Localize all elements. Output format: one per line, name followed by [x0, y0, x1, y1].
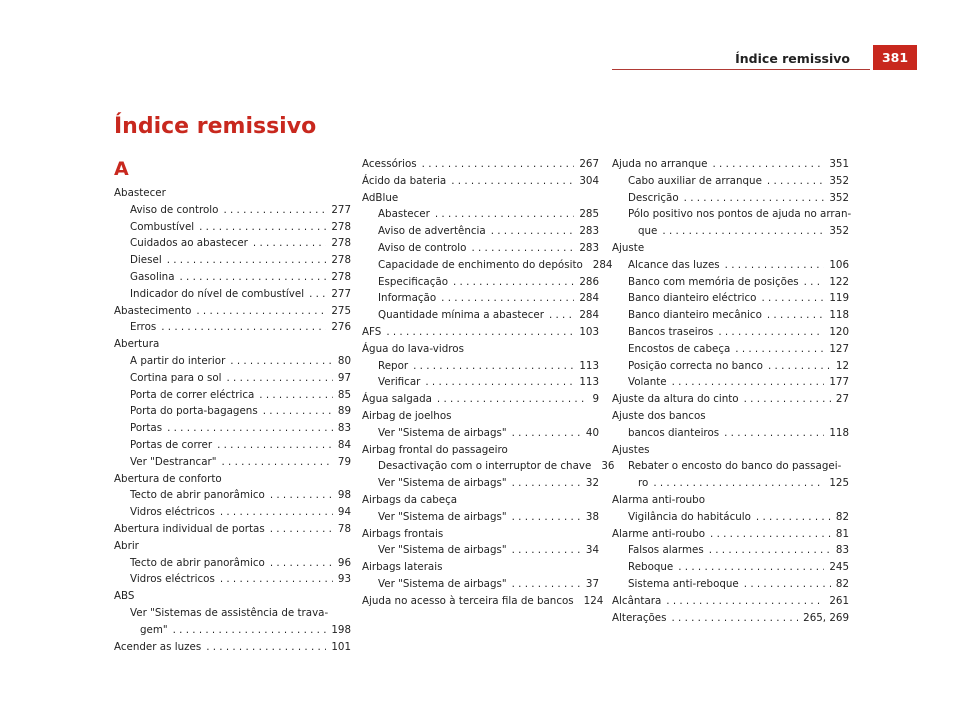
- entry-term: Água salgada: [362, 393, 432, 406]
- page-reference: 278: [331, 270, 351, 283]
- index-subentry: [114, 235, 351, 252]
- entry-term: Cuidados ao abastecer: [130, 237, 248, 250]
- entry-term: Vigilância do habitáculo: [628, 510, 751, 523]
- page-reference: 276: [331, 321, 351, 334]
- index-subentry: [114, 571, 351, 588]
- page-reference: 103: [579, 325, 599, 338]
- page-title: Índice remissivo: [114, 114, 317, 139]
- entry-term: Banco dianteiro eléctrico: [628, 292, 757, 305]
- entry-term: ABS: [114, 590, 135, 603]
- page-reference: 118: [829, 309, 849, 322]
- index-entry: [362, 526, 599, 543]
- index-subentry: [612, 425, 849, 442]
- entry-term: Vidros eléctricos: [130, 573, 215, 586]
- page-reference: 283: [579, 241, 599, 254]
- index-subentry: [362, 206, 599, 223]
- dot-leader: [512, 509, 581, 526]
- index-subentry: [612, 173, 849, 190]
- entry-term: Airbags da cabeça: [362, 493, 458, 506]
- index-entry: [362, 559, 599, 576]
- dot-leader: [220, 571, 333, 588]
- dot-leader: [712, 156, 824, 173]
- index-subentry: [114, 454, 351, 471]
- entry-term: A partir do interior: [130, 354, 226, 367]
- index-subentry: [612, 341, 849, 358]
- entry-term: que: [638, 225, 658, 238]
- dot-leader: [653, 475, 824, 492]
- entry-term: Capacidade de enchimento do depósito: [378, 258, 583, 271]
- page-reference: 96: [337, 556, 351, 569]
- page-reference: 304: [579, 174, 599, 187]
- entry-term: Cabo auxiliar de arranque: [628, 174, 762, 187]
- dot-leader: [196, 303, 326, 320]
- entry-term: Abrir: [114, 539, 139, 552]
- index-subentry: [114, 420, 351, 437]
- page-reference: 34: [585, 544, 599, 557]
- page-reference: 352: [829, 225, 849, 238]
- page-reference: 265, 269: [803, 611, 849, 624]
- page-reference: 278: [331, 254, 351, 267]
- section-letter: A: [114, 158, 129, 180]
- entry-term: Ajuda no arranque: [612, 158, 708, 170]
- entry-term: Vidros eléctricos: [130, 506, 215, 519]
- dot-leader: [471, 240, 574, 257]
- dot-leader: [767, 173, 824, 190]
- entry-term: Alterações: [612, 611, 667, 624]
- entry-term: ro: [638, 477, 649, 490]
- entry-term: Informação: [378, 292, 437, 305]
- entry-term: Aviso de controlo: [378, 241, 467, 254]
- index-entry: [114, 471, 351, 488]
- index-column-1: [114, 185, 351, 655]
- entry-term: Sistema anti-reboque: [628, 577, 739, 590]
- index-entry: [612, 408, 849, 425]
- page-reference: 286: [579, 275, 599, 288]
- entry-term: Ver "Destrancar": [130, 455, 217, 468]
- index-subentry: [362, 475, 599, 492]
- entry-term: Abertura de conforto: [114, 472, 222, 485]
- entry-term: Ajuste da altura do cinto: [612, 393, 739, 406]
- index-entry: [612, 492, 849, 509]
- entry-term: Ver "Sistema de airbags": [378, 544, 507, 557]
- dot-leader: [678, 559, 824, 576]
- index-subentry: [362, 542, 599, 559]
- entry-term: Ajuste: [612, 241, 645, 254]
- index-entry: [362, 173, 599, 190]
- dot-leader: [451, 173, 574, 190]
- dot-leader: [413, 358, 574, 375]
- dot-leader: [671, 610, 798, 627]
- page-reference: 27: [835, 393, 849, 406]
- dot-leader: [491, 223, 575, 240]
- entry-term: Ácido da bateria: [362, 174, 447, 187]
- page-reference: 84: [337, 438, 351, 451]
- dot-leader: [744, 576, 831, 593]
- index-subentry: [114, 555, 351, 572]
- entry-term: Volante: [628, 376, 667, 389]
- index-subentry: [612, 542, 849, 559]
- entry-term: AdBlue: [362, 191, 399, 204]
- dot-leader: [217, 437, 333, 454]
- index-subentry: [362, 274, 599, 291]
- index-column-2: [362, 156, 615, 610]
- entry-term: Abastecer: [378, 208, 430, 221]
- page-reference: 78: [337, 522, 351, 535]
- page-reference: 277: [331, 203, 351, 216]
- index-entry: [612, 240, 849, 257]
- entry-term: Verificar: [378, 376, 421, 389]
- page-reference: 177: [829, 376, 849, 389]
- index-subentry: [362, 240, 599, 257]
- index-subentry: [362, 576, 599, 593]
- index-subentry: [612, 374, 849, 391]
- page-reference: 93: [337, 573, 351, 586]
- dot-leader: [386, 324, 574, 341]
- page-reference: 284: [579, 309, 599, 322]
- dot-leader: [167, 420, 333, 437]
- entry-term: Airbags laterais: [362, 561, 443, 574]
- entry-term: Especificação: [378, 275, 448, 288]
- dot-leader: [761, 290, 824, 307]
- dot-leader: [270, 487, 333, 504]
- page-reference: 120: [829, 325, 849, 338]
- running-header-title: Índice remissivo: [735, 51, 850, 66]
- entry-term: Acessórios: [362, 158, 417, 170]
- index-subentry: [612, 458, 849, 492]
- entry-term: Porta de correr eléctrica: [130, 388, 255, 401]
- index-entry: [362, 408, 599, 425]
- dot-leader: [253, 235, 326, 252]
- dot-leader: [161, 319, 326, 336]
- page-reference: 36: [601, 460, 615, 473]
- index-entry: [362, 156, 599, 173]
- entry-term: Ajuste dos bancos: [612, 409, 706, 422]
- dot-leader: [437, 391, 588, 408]
- page-reference: 113: [579, 376, 599, 389]
- page-reference: 124: [583, 594, 604, 607]
- entry-term: Ver "Sistema de airbags": [378, 577, 507, 590]
- index-subentry: [612, 190, 849, 207]
- entry-term: Quantidade mínima a abastecer: [378, 309, 544, 322]
- page-reference: 198: [331, 623, 351, 636]
- dot-leader: [672, 374, 825, 391]
- entry-term: Cortina para o sol: [130, 371, 222, 384]
- entry-term: Abertura individual de portas: [114, 522, 265, 535]
- dot-leader: [804, 274, 825, 291]
- entry-term: Abastecimento: [114, 304, 192, 317]
- page-reference: 80: [337, 354, 351, 367]
- index-entry: [612, 610, 849, 627]
- index-subentry: [362, 307, 599, 324]
- index-entry: [114, 588, 351, 605]
- dot-leader: [263, 403, 333, 420]
- page-reference: 267: [579, 158, 599, 170]
- page-reference: 119: [829, 292, 849, 305]
- entry-term: Alarme anti-roubo: [612, 527, 706, 540]
- entry-term: Bancos traseiros: [628, 325, 714, 338]
- page-reference: 113: [579, 359, 599, 372]
- entry-term: Erros: [130, 321, 157, 334]
- dot-leader: [222, 454, 333, 471]
- page-reference: 275: [331, 304, 351, 317]
- index-subentry: [612, 206, 852, 240]
- index-subentry: [362, 290, 599, 307]
- index-entry: [362, 391, 599, 408]
- page-reference: 283: [579, 225, 599, 238]
- entry-term: Ver "Sistema de airbags": [378, 510, 507, 523]
- index-subentry: [612, 307, 849, 324]
- dot-leader: [199, 219, 326, 236]
- page-reference: 261: [829, 594, 849, 607]
- index-subentry: [362, 257, 613, 274]
- index-subentry: [114, 353, 351, 370]
- entry-term: Airbags frontais: [362, 527, 444, 540]
- page-reference: 97: [337, 371, 351, 384]
- index-subentry: [362, 223, 599, 240]
- page-reference: 106: [829, 258, 849, 271]
- entry-term: Ver "Sistemas de assistência de trava-: [130, 606, 329, 619]
- entry-term: Abastecer: [114, 187, 166, 199]
- index-subentry: [114, 219, 351, 236]
- dot-leader: [512, 425, 581, 442]
- entry-term: Ajustes: [612, 443, 650, 456]
- dot-leader: [223, 202, 326, 219]
- index-subentry: [362, 374, 599, 391]
- dot-leader: [718, 324, 824, 341]
- index-subentry: [114, 605, 351, 639]
- index-subentry: [114, 487, 351, 504]
- index-entry: [114, 538, 351, 555]
- dot-leader: [270, 521, 333, 538]
- entry-term: Tecto de abrir panorâmico: [130, 489, 265, 502]
- entry-term: Banco com memória de posições: [628, 275, 799, 288]
- page-reference: 284: [579, 292, 599, 305]
- index-subentry: [362, 458, 615, 475]
- page-reference: 82: [835, 577, 849, 590]
- entry-term: Aviso de advertência: [378, 225, 486, 238]
- dot-leader: [512, 576, 581, 593]
- entry-term: Pólo positivo nos pontos de ajuda no arran-: [628, 208, 852, 221]
- entry-term: Banco dianteiro mecânico: [628, 309, 762, 322]
- index-entry: [362, 442, 599, 459]
- dot-leader: [724, 425, 824, 442]
- page-reference: 79: [337, 455, 351, 468]
- page-reference: 83: [337, 422, 351, 435]
- index-subentry: [114, 387, 351, 404]
- entry-term: Indicador do nível de combustível: [130, 287, 305, 300]
- page-reference: 352: [829, 174, 849, 187]
- dot-leader: [549, 307, 574, 324]
- entry-term: Alcântara: [612, 594, 662, 607]
- dot-leader: [180, 269, 327, 286]
- page-reference: 278: [331, 220, 351, 233]
- page-reference: 94: [337, 506, 351, 519]
- entry-term: Ajuda no acesso à terceira fila de bancos: [362, 594, 574, 607]
- index-subentry: [612, 576, 849, 593]
- dot-leader: [425, 374, 574, 391]
- index-subentry: [612, 290, 849, 307]
- index-entry: [612, 526, 849, 543]
- page-reference: 82: [835, 510, 849, 523]
- index-entry: [612, 156, 849, 173]
- index-entry: [362, 190, 599, 207]
- entry-term: Alcance das luzes: [628, 258, 720, 271]
- page-reference: 12: [835, 359, 849, 372]
- entry-term: Acender as luzes: [114, 640, 202, 653]
- entry-term: Combustível: [130, 220, 195, 233]
- page-reference: 122: [829, 275, 849, 288]
- index-subentry: [114, 504, 351, 521]
- index-subentry: [114, 370, 351, 387]
- index-subentry: [114, 202, 351, 219]
- entry-term: Diesel: [130, 254, 162, 267]
- dot-leader: [512, 542, 581, 559]
- index-subentry: [612, 274, 849, 291]
- page-reference: 83: [835, 544, 849, 557]
- dot-leader: [441, 290, 574, 307]
- entry-term: Posição correcta no banco: [628, 359, 763, 372]
- page-reference: 278: [331, 237, 351, 250]
- page-reference: 285: [579, 208, 599, 221]
- entry-term: Airbag frontal do passageiro: [362, 443, 508, 456]
- entry-term: Desactivação com o interruptor de chave: [378, 460, 592, 473]
- index-entry: [114, 639, 351, 656]
- page-reference: 37: [585, 577, 599, 590]
- index-entry: [114, 303, 351, 320]
- index-subentry: [114, 252, 351, 269]
- page-number-badge: 381: [873, 45, 917, 70]
- dot-leader: [684, 190, 825, 207]
- index-entry: [114, 521, 351, 538]
- dot-leader: [422, 156, 575, 173]
- entry-term: Repor: [378, 359, 409, 372]
- page-reference: 40: [585, 426, 599, 439]
- entry-term: Ver "Sistema de airbags": [378, 477, 507, 490]
- page-reference: 277: [331, 287, 351, 300]
- dot-leader: [230, 353, 333, 370]
- index-entry: [362, 593, 604, 610]
- index-entry: [114, 185, 351, 202]
- index-subentry: [114, 403, 351, 420]
- index-subentry: [114, 437, 351, 454]
- dot-leader: [167, 252, 327, 269]
- dot-leader: [220, 504, 333, 521]
- index-entry: [612, 442, 849, 459]
- entry-term: AFS: [362, 325, 382, 338]
- entry-term: Portas: [130, 422, 163, 435]
- index-subentry: [362, 358, 599, 375]
- dot-leader: [512, 475, 581, 492]
- header-rule: [612, 69, 870, 70]
- index-subentry: [612, 358, 849, 375]
- dot-leader: [666, 593, 824, 610]
- page-reference: 127: [829, 342, 849, 355]
- page-reference: 245: [829, 561, 849, 574]
- page-reference: 284: [592, 258, 613, 271]
- entry-term: Encostos de cabeça: [628, 342, 731, 355]
- dot-leader: [767, 307, 824, 324]
- dot-leader: [756, 509, 831, 526]
- index-subentry: [114, 286, 351, 303]
- index-entry: [114, 336, 351, 353]
- entry-term: Abertura: [114, 338, 160, 351]
- index-subentry: [612, 509, 849, 526]
- index-entry: [612, 391, 849, 408]
- dot-leader: [662, 223, 824, 240]
- index-subentry: [362, 509, 599, 526]
- entry-term: Porta do porta-bagagens: [130, 405, 258, 418]
- entry-term: Rebater o encosto do banco do passagei-: [628, 460, 842, 473]
- dot-leader: [173, 622, 327, 639]
- index-column-3: [612, 156, 852, 626]
- entry-term: Alarma anti-roubo: [612, 493, 705, 506]
- dot-leader: [735, 341, 824, 358]
- entry-term: Portas de correr: [130, 438, 213, 451]
- dot-leader: [270, 555, 333, 572]
- dot-leader: [768, 358, 831, 375]
- page-reference: 38: [585, 510, 599, 523]
- dot-leader: [710, 526, 831, 543]
- entry-term: bancos dianteiros: [628, 426, 720, 439]
- page-reference: 101: [331, 640, 351, 653]
- entry-term: Gasolina: [130, 270, 175, 283]
- index-entry: [612, 593, 849, 610]
- dot-leader: [744, 391, 831, 408]
- page-reference: 98: [337, 489, 351, 502]
- page-reference: 118: [829, 426, 849, 439]
- dot-leader: [259, 387, 333, 404]
- index-subentry: [114, 319, 351, 336]
- entry-term: Reboque: [628, 561, 674, 574]
- entry-term: gem": [140, 623, 168, 636]
- entry-term: Tecto de abrir panorâmico: [130, 556, 265, 569]
- dot-leader: [709, 542, 831, 559]
- page-reference: 125: [829, 477, 849, 490]
- index-subentry: [612, 559, 849, 576]
- index-subentry: [114, 269, 351, 286]
- dot-leader: [453, 274, 574, 291]
- entry-term: Aviso de controlo: [130, 203, 219, 216]
- dot-leader: [206, 639, 326, 656]
- page-reference: 32: [585, 477, 599, 490]
- index-subentry: [612, 324, 849, 341]
- page-reference: 9: [592, 393, 599, 406]
- entry-term: Ver "Sistema de airbags": [378, 426, 507, 439]
- dot-leader: [309, 286, 326, 303]
- entry-term: Água do lava-vidros: [362, 342, 464, 355]
- page-reference: 351: [829, 158, 849, 170]
- dot-leader: [435, 206, 574, 223]
- index-entry: [362, 341, 599, 358]
- dot-leader: [227, 370, 333, 387]
- index-entry: [362, 492, 599, 509]
- page-reference: 85: [337, 388, 351, 401]
- page-reference: 89: [337, 405, 351, 418]
- dot-leader: [725, 257, 825, 274]
- page-reference: 352: [829, 191, 849, 204]
- page-reference: 81: [835, 527, 849, 540]
- index-entry: [362, 324, 599, 341]
- entry-term: Airbag de joelhos: [362, 409, 452, 422]
- index-subentry: [612, 257, 849, 274]
- entry-term: Descrição: [628, 191, 679, 204]
- index-subentry: [362, 425, 599, 442]
- entry-term: Falsos alarmes: [628, 544, 704, 557]
